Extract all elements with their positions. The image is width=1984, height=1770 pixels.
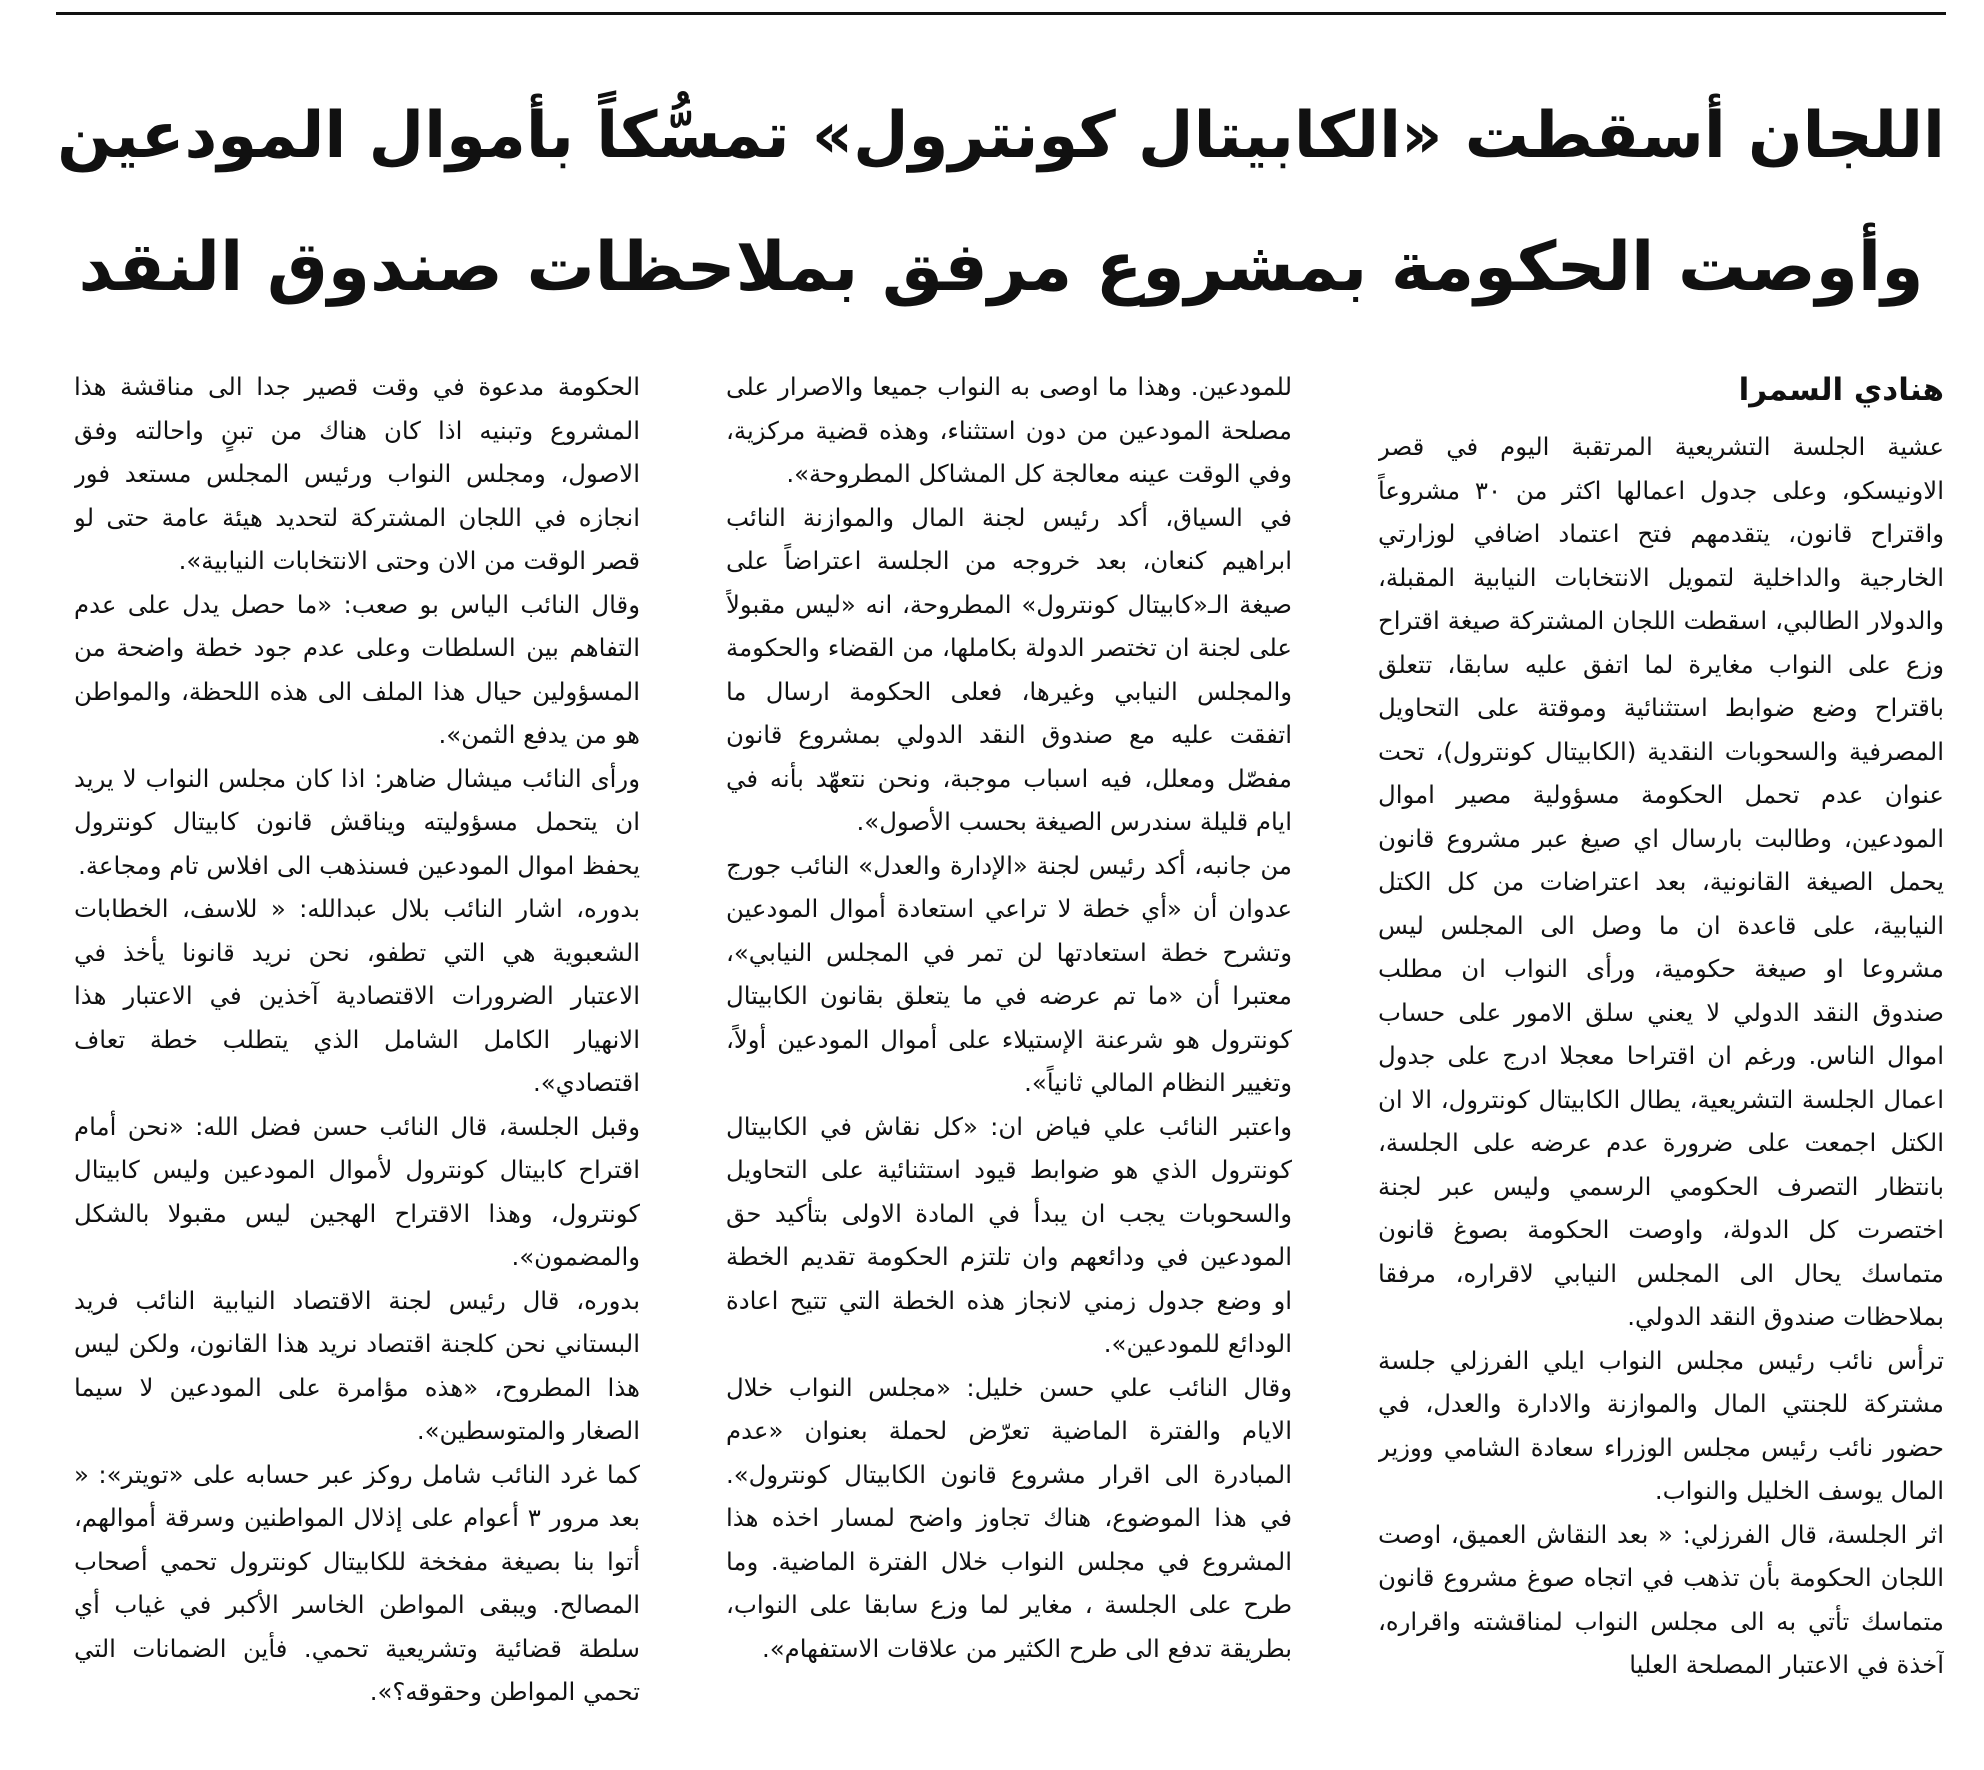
paragraph: من جانبه، أكد رئيس لجنة «الإدارة والعدل» النائب جورج عدوان أن «أي خطة لا تراعي استعادة أموال المودعين وتشرح خطة استعادتها لن تمر في المجلس النيابي»، معتبرا أن «ما تم عرضه في ما يتعلق بقانون الكابيتال كونترول هو شرعنة الإستيلاء على أموال المودعين أولاً، وتغيير النظام المالي ثانياً». (726, 850, 1292, 1097)
paragraph: كما غرد النائب شامل روكز عبر حسابه على «تويتر»: « بعد مرور ٣ أعوام على إذلال المواطنين وسرقة أموالهم، أتوا بنا بصيغة مفخخة للكابيتال كونترول تحمي أصحاب المصالح. ويبقى المواطن الخاسر الأكبر في غياب أي سلطة قضائية وتشريعية تحمي. فأين الضمانات التي تحمي المواطن وحقوقه؟». (74, 1459, 640, 1706)
paragraph: عشية الجلسة التشريعية المرتقبة اليوم في قصر الاونيسكو، وعلى جدول اعمالها اكثر من ٣٠ مشروعاً واقتراح قانون، يتقدمهم فتح اعتماد اضافي لوزارتي الخارجية والداخلية لتمويل الانتخابات النيابية المقبلة، والدولار الطالبي، اسقطت اللجان المشتركة صيغة اقتراح وزع على النواب مغايرة لما اتفق عليه سابقا، تتعلق باقتراح وضع ضوابط استثنائية وموقتة على التحاويل المصرفية والسحوبات النقدية (الكابيتال كونترول)، تحت عنوان عدم تحمل الحكومة مسؤولية مصير اموال المودعين، وطالبت بارسال اي صيغ عبر مشروع قانون يحمل الصيغة القانونية، بعد اعتراضات من كل الكتل النيابية، على قاعدة ان ما وصل الى المجلس ليس مشروعا او صيغة حكومية، ورأى النواب ان مطلب صندوق النقد الدولي لا يعني سلق الامور على حساب اموال الناس. ورغم ان اقتراحا معجلا ادرج على جدول اعمال الجلسة التشريعية، يطال الكابيتال كونترول، الا ان الكتل اجمعت على ضرورة عدم عرضه على الجلسة، بانتظار التصرف الحكومي الرسمي وليس عبر لجنة اختصرت كل الدولة، واوصت الحكومة بصوغ قانون متماسك يحال الى المجلس النيابي لاقراره، مرفقا بملاحظات صندوق النقد الدولي. (1378, 432, 1944, 1331)
headline-line-2: وأوصت الحكومة بمشروع مرفق بملاحظات صندوق النقد (78, 228, 1924, 307)
paragraph: ورأى النائب ميشال ضاهر: اذا كان مجلس النواب لا يريد ان يتحمل مسؤوليته ويناقش قانون كابيتال كونترول يحفظ اموال المودعين فسنذهب الى افلاس تام ومجاعة. (74, 763, 640, 880)
byline: هنادي السمرا (1738, 372, 1944, 408)
article-column-right (1378, 425, 1944, 1757)
headline-line-1: اللجان أسقطت «الكابيتال كونترول» تمسُّكاً بأموال المودعين (57, 99, 1945, 173)
paragraph: ترأس نائب رئيس مجلس النواب ايلي الفرزلي جلسة مشتركة للجنتي المال والموازنة والادارة والعدل، في حضور نائب رئيس مجلس الوزراء سعادة الشامي ووزير المال يوسف الخليل والنواب. (1378, 1345, 1944, 1505)
paragraph: واعتبر النائب علي فياض ان: «كل نقاش في الكابيتال كونترول الذي هو ضوابط قيود استثنائية على التحاويل والسحوبات يجب ان يبدأ في المادة الاولى بتأكيد حق المودعين في ودائعهم وان تلتزم الحكومة تقديم الخطة او وضع جدول زمني لانجاز هذه الخطة التي تتيح اعادة الودائع للمودعين». (726, 1111, 1292, 1358)
paragraph: بدوره، اشار النائب بلال عبدالله: « للاسف، الخطابات الشعبوية هي التي تطفو، نحن نريد قانونا يأخذ في الاعتبار الضرورات الاقتصادية آخذين في الاعتبار هذا الانهيار الكامل الشامل الذي يتطلب خطة تعاف اقتصادي». (74, 894, 640, 1097)
paragraph: في السياق، أكد رئيس لجنة المال والموازنة النائب ابراهيم كنعان، بعد خروجه من الجلسة اعتراضاً على صيغة الـ«كابيتال كونترول» المطروحة، انه «ليس مقبولاً على لجنة ان تختصر الدولة بكاملها، من القضاء والحكومة والمجلس النيابي وغيرها، فعلى الحكومة ارسال ما اتفقت عليه مع صندوق النقد الدولي بمشروع قانون مفصّل ومعلل، فيه اسباب موجبة، ونحن نتعهّد بأنه في ايام قليلة سندرس الصيغة بحسب الأصول». (726, 502, 1292, 836)
paragraph: للمودعين. وهذا ما اوصى به النواب جميعا والاصرار على مصلحة المودعين من دون استثناء، وهذه قضية مركزية، وفي الوقت عينه معالجة كل المشاكل المطروحة». (726, 372, 1292, 488)
headline (56, 70, 1946, 334)
paragraph: بدوره، قال رئيس لجنة الاقتصاد النيابية النائب فريد البستاني نحن كلجنة اقتصاد نريد هذا القانون، ولكن ليس هذا المطروح، «هذه مؤامرة على المودعين لا سيما الصغار والمتوسطين». (74, 1285, 640, 1445)
article-column-left (74, 365, 640, 1757)
top-rule (56, 12, 1946, 15)
paragraph: الحكومة مدعوة في وقت قصير جدا الى مناقشة هذا المشروع وتبنيه اذا كان هناك من تبنٍ واحالته وفق الاصول، ومجلس النواب ورئيس المجلس مستعد فور انجازه في اللجان المشتركة لتحديد هيئة عامة حتى لو قصر الوقت من الان وحتى الانتخابات النيابية». (74, 372, 640, 575)
paragraph: اثر الجلسة، قال الفرزلي: « بعد النقاش العميق، اوصت اللجان الحكومة بأن تذهب في اتجاه صوغ مشروع قانون متماسك تأتي به الى مجلس النواب لمناقشته واقراره، آخذة في الاعتبار المصلحة العليا (1378, 1519, 1944, 1679)
paragraph: وقال النائب علي حسن خليل: «مجلس النواب خلال الايام والفترة الماضية تعرّض لحملة بعنوان «عدم المبادرة الى اقرار مشروع قانون الكابيتال كونترول». في هذا الموضوع، هناك تجاوز واضح لمسار اخذه هذا المشروع في مجلس النواب خلال الفترة الماضية. وما طرح على الجلسة ، مغاير لما وزع سابقا على النواب، بطريقة تدفع الى طرح الكثير من علاقات الاستفهام». (726, 1372, 1292, 1663)
paragraph: وقال النائب الياس بو صعب: «ما حصل يدل على عدم التفاهم بين السلطات وعلى عدم جود خطة واضحة من المسؤولين حيال هذا الملف الى هذه اللحظة، والمواطن هو من يدفع الثمن». (74, 589, 640, 749)
article-column-middle (726, 365, 1292, 1757)
paragraph: وقبل الجلسة، قال النائب حسن فضل الله: «نحن أمام اقتراح كابيتال كونترول لأموال المودعين وليس كابيتال كونترول، وهذا الاقتراح الهجين ليس مقبولا بالشكل والمضمون». (74, 1111, 640, 1271)
